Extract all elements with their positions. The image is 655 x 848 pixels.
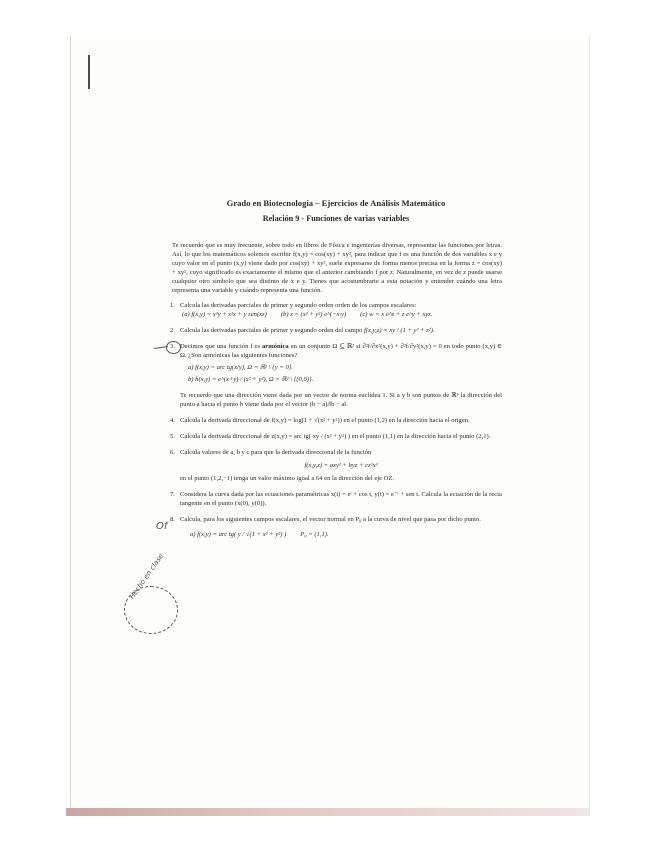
exercise-text: Decimos que una función f es bbox=[180, 343, 261, 350]
direction-note: Te recuerdo que una dirección viene dada por un vector de norma euclídea 1. Si a y b son puntos de ℝⁿ la dirección del punto a hacia el punto b viene dada por el vector (b − a)/‖b − a‖. bbox=[180, 392, 502, 408]
exercise-number: 4. bbox=[170, 417, 175, 424]
item-b: b) h(x,y) = e^(x+y) / (x² + y²), Ω = ℝ² \ {(0,0)}. bbox=[188, 376, 314, 383]
intro-paragraph: Te recuerdo que es muy frecuente, sobre todo en libros de Física e ingenierías diversas, representar las funciones por letras. Así, lo que los matemáticos solemos escribir f(x,y) = cos(xy) + xy², para indicar que f es una función de dos variables x e y cuyo valor en el punto (x,y) viene dado por cos(xy) + xy², suele expresarse de forma menos precisa en la forma z = cos(xy) + xy², cuyo significado es exactamente el mismo que el anterior cambiando f por z. Naturalmente, en vez de z puede usarse cualquier otro símbolo que sea distinto de x e y. Tienes que acostumbrarte a esta notación y entender cuándo una letra representa una variable y cuándo representa una función. bbox=[172, 242, 502, 294]
exercise-bold-term: armónica bbox=[261, 343, 289, 350]
item-b: (b) z = (x² + y²) e^(−x·y) bbox=[280, 311, 347, 318]
exercise-7 bbox=[170, 490, 502, 508]
exercise-3 bbox=[170, 342, 502, 384]
item-a: a) f(x,y) = arc tg( y / √(1 + x² + y²) ) bbox=[190, 531, 287, 538]
exercise-text: Calcula la derivada direccional de z(x,y) = arc tg( xy / (x² + y²) ) en el punto (1,1) en la dirección hacia el punto (2,1). bbox=[180, 433, 491, 440]
handwritten-margin-note: Hecho en clase bbox=[128, 552, 166, 601]
exercise-number: 5. bbox=[170, 433, 175, 440]
margin-pen-mark bbox=[88, 55, 90, 89]
exercise-text: Calcula las derivadas parciales de primer y segundo orden del campo bbox=[180, 327, 363, 334]
exercise-text-cont: en un conjunto Ω ⊆ ℝ² si ∂²f/∂x²(x,y) + ∂²f/∂y²(x,y) = 0 en todo punto (x,y) ∈ Ω. ¿Son armónicas las siguientes funciones? bbox=[180, 343, 503, 359]
exercise-formula: f(x,y,z) = xy / (1 + y² + z²). bbox=[364, 327, 435, 334]
exercise-number: 6. bbox=[170, 449, 175, 456]
item-p0: P₀ = (1,1). bbox=[300, 531, 329, 538]
exercise-1-items bbox=[180, 310, 502, 319]
handwritten-mark: Of bbox=[156, 521, 168, 532]
margin-scribble bbox=[124, 586, 178, 634]
exercise-number: 8. bbox=[170, 516, 175, 523]
exercise-text: Calcula las derivadas parciales de primer y segundo orden orden de los campos escalares: bbox=[180, 302, 417, 309]
exercise-number: 2. bbox=[170, 327, 175, 334]
exercise-2 bbox=[170, 326, 502, 335]
exercise-sheet-content bbox=[170, 198, 502, 546]
item-c: (c) w = x e^z + z e^y + xyz. bbox=[360, 311, 433, 318]
item-a: a) f(x,y) = arc tg(x/y), Ω = ℝ² \ {y = 0}. bbox=[188, 364, 294, 371]
exercise-text: Considera la curva dada por las ecuaciones paramétricas x(t) = eᵗ + cos t, y(t) = e⁻ᵗ + sen t. Calcula la ecuación de la recta tangente en el punto (x(0), y(0)). bbox=[180, 491, 502, 507]
item-a: (a) f(x,y) = x³y + z²x + y sen(xz) bbox=[182, 311, 267, 318]
exercise-8 bbox=[170, 515, 502, 539]
exercise-formula: f(x,y,z) = axy² + byz + cz²x³ bbox=[304, 462, 378, 469]
exercise-number: 1. bbox=[170, 302, 175, 309]
exercise-8-items bbox=[180, 530, 502, 539]
exercise-1 bbox=[170, 301, 502, 319]
circled-number-mark bbox=[166, 341, 181, 354]
exercise-text: Calcula valores de a, b y c para que la derivada direccional de la función bbox=[180, 449, 372, 456]
document-subtitle: Relación 9 - Funciones de varias variables bbox=[262, 214, 410, 223]
exercise-number: 7. bbox=[170, 491, 175, 498]
document-title: Grado en Biotecnología – Ejercicios de Análisis Matemático bbox=[226, 198, 446, 208]
exercise-text-cont: en el punto (1,2,−1) tenga un valor máximo igual a 64 en la dirección del eje OZ. bbox=[180, 475, 395, 482]
exercise-5 bbox=[170, 432, 502, 441]
exercise-4 bbox=[170, 416, 502, 425]
exercise-text: Calcula, para los siguientes campos escalares, el vector normal en P₀ a la curva de nivel que pasa por dicho punto. bbox=[180, 516, 481, 523]
exercise-number: 3. bbox=[170, 343, 175, 350]
exercise-text: Calcula la derivada direccional de f(x,y) = log(1 + √(x² + y²)) en el punto (1,2) en la dirección hacia el origen. bbox=[180, 417, 470, 424]
paper-bottom-edge bbox=[66, 808, 590, 816]
exercise-6 bbox=[170, 448, 502, 483]
